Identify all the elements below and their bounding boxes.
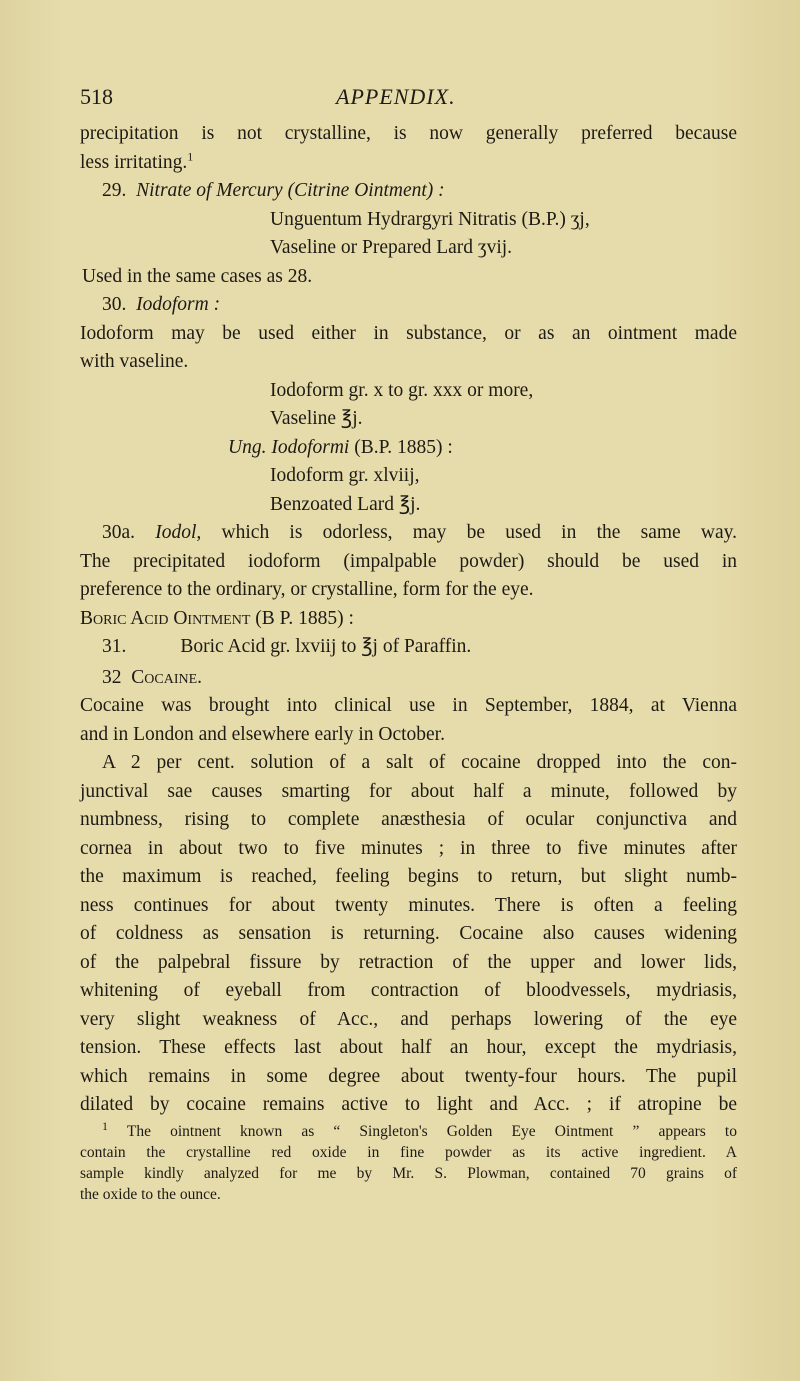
- text-line: precipitation is not crystalline, is now generally preferred because: [80, 123, 737, 144]
- text-line: ness continues for about twenty minutes. There is often a feeling: [80, 894, 737, 916]
- formula-line: Vaseline ℥j.: [270, 408, 363, 429]
- formula-line: Vaseline or Prepared Lard ʒvij.: [270, 237, 513, 258]
- footnote-line: contain the crystalline red oxide in fine powder as its active ingredient. A: [80, 1144, 737, 1161]
- text: The ointnent known as “ Singleton's Golden Eye Ointment ” appears to: [126, 1123, 737, 1140]
- section-title: Boric Acid Ointment: [80, 607, 251, 629]
- section-ref: (B P. 1885) :: [255, 607, 354, 629]
- text-line: Cocaine was brought into clinical use in September, 1884, at Vienna: [80, 695, 737, 716]
- section-number: 31.: [102, 636, 127, 657]
- page-number: 518: [80, 84, 113, 109]
- section-number: 30a.: [102, 522, 136, 543]
- footnote-line: the oxide to the ounce.: [80, 1186, 221, 1203]
- section-number: 32: [102, 666, 122, 688]
- text-line: whitening of eyeball from contraction of bloodvessels, mydriasis,: [80, 980, 737, 1001]
- section-heading-29: [80, 177, 737, 206]
- text-line: Used in the same cases as 28.: [82, 265, 313, 287]
- section-heading-boric: [80, 605, 737, 634]
- formula-title: Ung. Iodoformi: [228, 436, 350, 458]
- running-head: APPENDIX.: [336, 84, 456, 109]
- text-line: numbness, rising to complete anæsthesia of ocular conjunctiva and: [80, 809, 737, 830]
- text-line: tension. These effects last about half an hour, except the mydriasis,: [80, 1037, 737, 1058]
- text-line: very slight weakness of Acc., and perhaps lowering of the eye: [80, 1008, 737, 1030]
- section-heading-32: [80, 664, 737, 693]
- formula-text: Boric Acid gr. lxviij to ℥j of Paraffin.: [180, 636, 472, 657]
- formula-line: Benzoated Lard ℥j.: [270, 493, 421, 515]
- section-heading-30: [80, 291, 737, 320]
- text-line: The precipitated iodoform (impalpable powder) should be used in: [80, 550, 737, 572]
- footnote-ref: 1: [187, 149, 194, 163]
- text-line: and in London and elsewhere early in October.: [80, 723, 445, 745]
- formula-line: Iodoform gr. x to gr. xxx or more,: [270, 379, 534, 401]
- section-term: Iodol,: [155, 522, 202, 543]
- text: less irritating.: [80, 151, 188, 173]
- section-number: 29.: [102, 180, 127, 201]
- text-line: of the palpebral fissure by retraction of the upper and lower lids,: [80, 951, 737, 973]
- text-line: of coldness as sensation is returning. Cocaine also causes widening: [80, 923, 737, 944]
- formula-ref: (B.P. 1885) :: [354, 436, 453, 458]
- text-line: dilated by cocaine remains active to light and Acc. ; if atropine be: [80, 1094, 737, 1115]
- text-line: preference to the ordinary, or crystalline, form for the eye.: [80, 579, 534, 600]
- body-text: [80, 120, 737, 1120]
- text-line: junctival sae causes smarting for about half a minute, followed by: [80, 780, 737, 802]
- footnote-line: [80, 1118, 737, 1142]
- section-heading-30a: [80, 519, 737, 548]
- section-31: [80, 633, 737, 662]
- section-title: Nitrate of Mercury (Citrine Ointment) :: [136, 180, 445, 201]
- formula-heading: [80, 434, 737, 463]
- text-line: with vaseline.: [80, 351, 189, 372]
- text-line: Iodoform may be used either in substance, or as an ointment made: [80, 322, 737, 344]
- text: which is odorless, may be used in the same way.: [221, 522, 738, 543]
- section-title: Cocaine.: [131, 666, 203, 688]
- section-number: 30.: [102, 294, 127, 315]
- footnote: [80, 1118, 737, 1205]
- text-line: which remains in some degree about twenty-four hours. The pupil: [80, 1065, 737, 1087]
- footnote-mark: 1: [102, 1118, 108, 1133]
- formula-line: Unguentum Hydrargyri Nitratis (B.P.) ʒj,: [270, 208, 590, 230]
- footnote-line: sample kindly analyzed for me by Mr. S. Plowman, contained 70 grains of: [80, 1165, 737, 1182]
- text-line: A 2 per cent. solution of a salt of cocaine dropped into the con-: [102, 752, 737, 773]
- text-line: cornea in about two to five minutes ; in three to five minutes after: [80, 837, 737, 859]
- text-line: [80, 149, 737, 178]
- section-title: Iodoform :: [136, 294, 221, 315]
- formula-line: Iodoform gr. xlviij,: [270, 465, 420, 486]
- text-line: the maximum is reached, feeling begins to return, but slight numb-: [80, 866, 737, 887]
